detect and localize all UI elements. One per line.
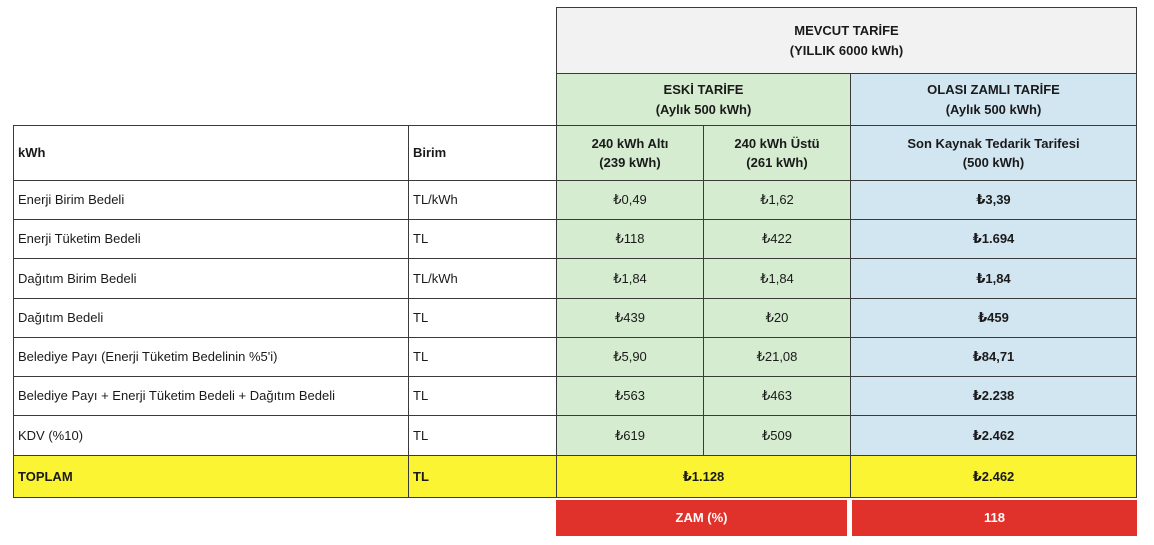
col-header-son-kaynak: [850, 125, 1137, 181]
row-value-son-kaynak: ₺1.694: [850, 219, 1137, 259]
row-value-240-ustu: ₺1,84: [703, 258, 851, 299]
row-value-son-kaynak: ₺459: [850, 298, 1137, 338]
total-label: TOPLAM: [13, 455, 409, 498]
col-header-240-ustu-label: 240 kWh Üstü: [734, 135, 820, 151]
header-mevcut-title: MEVCUT TARİFE: [794, 23, 899, 38]
row-label: Dağıtım Bedeli: [13, 298, 409, 338]
col-header-240-alti-kwh: (239 kWh): [599, 155, 661, 170]
total-unit: TL: [408, 455, 557, 498]
row-unit: TL: [408, 219, 557, 259]
col-header-240-ustu-kwh: (261 kWh): [746, 155, 808, 170]
col-header-240-ustu: [703, 125, 851, 181]
row-label: Belediye Payı + Enerji Tüketim Bedeli + Dağıtım Bedeli: [13, 376, 409, 416]
total-olasi-tarife: ₺2.462: [850, 455, 1137, 498]
row-value-son-kaynak: ₺2.462: [850, 415, 1137, 456]
row-label: Dağıtım Birim Bedeli: [13, 258, 409, 299]
row-label: KDV (%10): [13, 415, 409, 456]
row-value-240-ustu: ₺21,08: [703, 337, 851, 377]
header-eski-subtitle: (Aylık 500 kWh): [655, 101, 752, 117]
zam-label: ZAM (%): [556, 500, 847, 536]
row-label: Enerji Tüketim Bedeli: [13, 219, 409, 259]
row-value-240-alti: ₺5,90: [556, 337, 704, 377]
row-value-240-ustu: ₺463: [703, 376, 851, 416]
col-header-son-kaynak-label: Son Kaynak Tedarik Tarifesi: [907, 135, 1080, 151]
col-header-240-alti-label: 240 kWh Altı: [591, 135, 669, 151]
total-eski-tarife: ₺1.128: [556, 455, 851, 498]
row-value-240-ustu: ₺20: [703, 298, 851, 338]
header-mevcut-tarife: [556, 7, 1137, 74]
row-unit: TL: [408, 337, 557, 377]
row-value-240-alti: ₺118: [556, 219, 704, 259]
row-value-240-alti: ₺0,49: [556, 180, 704, 220]
row-value-240-ustu: ₺1,62: [703, 180, 851, 220]
header-olasi-tarife: [850, 73, 1137, 126]
col-header-birim: Birim: [408, 125, 557, 181]
row-value-son-kaynak: ₺2.238: [850, 376, 1137, 416]
col-header-son-kaynak-kwh: (500 kWh): [962, 155, 1025, 170]
row-value-240-alti: ₺439: [556, 298, 704, 338]
header-olasi-subtitle: (Aylık 500 kWh): [945, 101, 1042, 117]
row-unit: TL/kWh: [408, 258, 557, 299]
row-value-240-ustu: ₺509: [703, 415, 851, 456]
row-value-240-alti: ₺619: [556, 415, 704, 456]
row-value-son-kaynak: ₺1,84: [850, 258, 1137, 299]
row-unit: TL/kWh: [408, 180, 557, 220]
row-label: Enerji Birim Bedeli: [13, 180, 409, 220]
row-value-son-kaynak: ₺3,39: [850, 180, 1137, 220]
row-label: Belediye Payı (Enerji Tüketim Bedelinin %5'i): [13, 337, 409, 377]
row-value-240-alti: ₺1,84: [556, 258, 704, 299]
col-header-kwh: kWh: [13, 125, 409, 181]
row-unit: TL: [408, 298, 557, 338]
header-eski-tarife: [556, 73, 851, 126]
col-header-240-alti: [556, 125, 704, 181]
row-unit: TL: [408, 415, 557, 456]
row-value-son-kaynak: ₺84,71: [850, 337, 1137, 377]
header-eski-title: ESKİ TARİFE: [663, 82, 744, 97]
zam-value: 118: [852, 500, 1137, 536]
row-unit: TL: [408, 376, 557, 416]
row-value-240-ustu: ₺422: [703, 219, 851, 259]
header-mevcut-subtitle: (YILLIK 6000 kWh): [789, 42, 904, 58]
header-olasi-title: OLASI ZAMLI TARİFE: [927, 82, 1060, 97]
row-value-240-alti: ₺563: [556, 376, 704, 416]
